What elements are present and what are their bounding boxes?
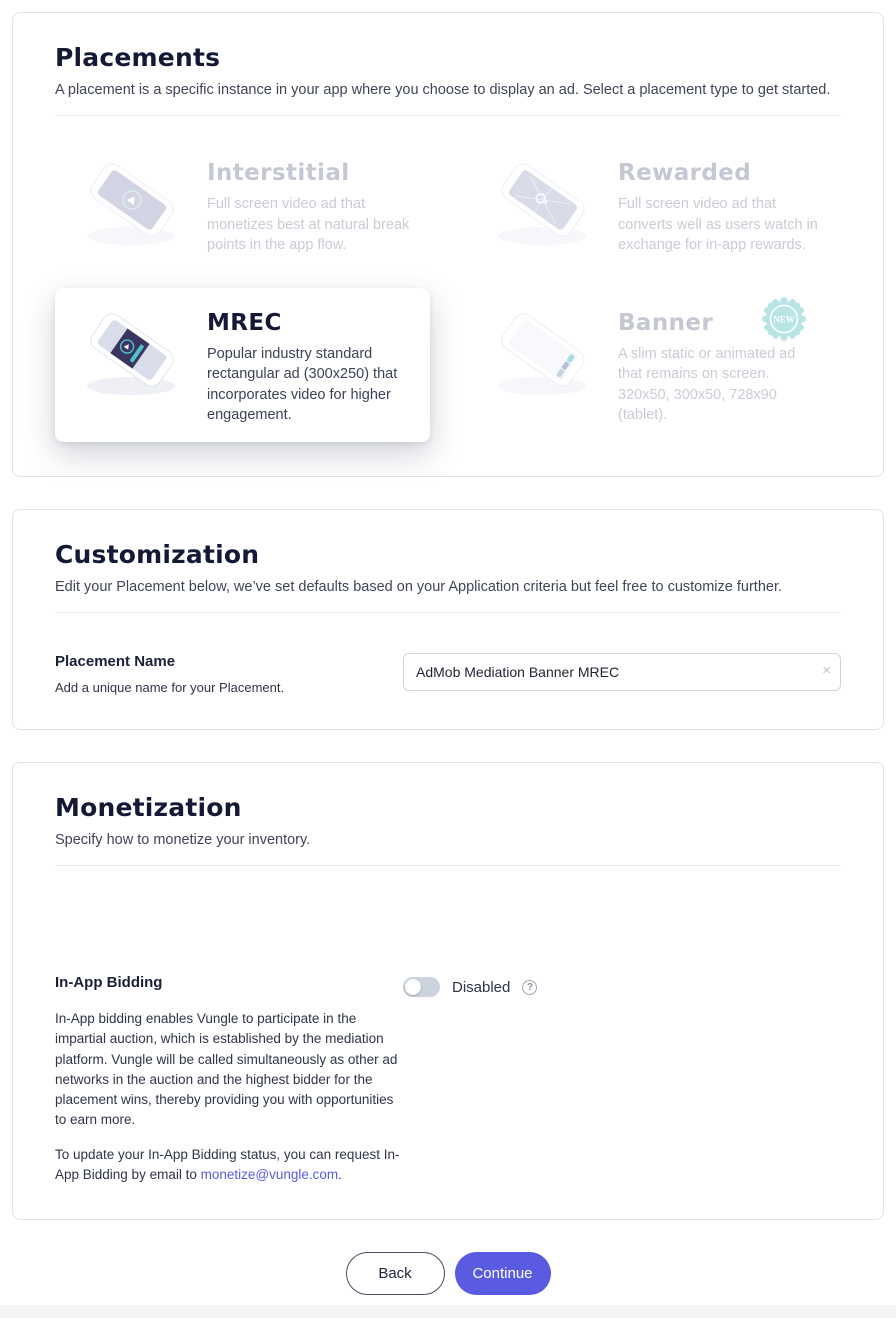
- interstitial-phone-icon: [73, 154, 191, 255]
- banner-phone-icon: [484, 304, 602, 405]
- in-app-bidding-control-col: [403, 976, 537, 998]
- tile-desc-mrec: Popular industry standard rectangular ad (300x250) that incorporates video for higher engagement.: [207, 345, 398, 424]
- placement-name-helper: Add a unique name for your Placement.: [55, 680, 285, 696]
- bottom-strip: [0, 1305, 896, 1318]
- in-app-bidding-update-note: [55, 1145, 400, 1186]
- customization-subtitle: Edit your Placement below, we’ve set defaults based on your Application criteria but feel free to customize further.: [55, 579, 783, 596]
- placement-tile-mrec[interactable]: [55, 288, 430, 442]
- tile-title-mrec: MREC: [207, 309, 282, 336]
- placement-tile-banner[interactable]: [466, 288, 841, 442]
- customization-title: Customization: [55, 540, 260, 570]
- monetize-email-link[interactable]: monetize@vungle.com: [200, 1166, 339, 1182]
- customization-divider: [55, 612, 841, 613]
- placement-name-input-wrap: [403, 653, 841, 695]
- placement-type-grid: [55, 138, 841, 442]
- in-app-bidding-label: In-App Bidding: [55, 974, 163, 992]
- placements-card: [12, 12, 884, 477]
- svg-text:NEW: NEW: [773, 314, 795, 325]
- placement-name-label-col: [55, 653, 403, 695]
- placements-divider: [55, 115, 841, 116]
- placement-name-label: Placement Name: [55, 653, 176, 671]
- monetization-card: [12, 762, 884, 1220]
- tile-text: [207, 304, 412, 426]
- update-note-prefix: To update your In-App Bidding status, you can request In-App Bidding by email to: [55, 1146, 400, 1182]
- placements-title: Placements: [55, 43, 221, 72]
- placement-tile-rewarded[interactable]: [466, 138, 841, 272]
- placement-name-row: [55, 653, 841, 695]
- clear-input-icon[interactable]: ×: [822, 662, 831, 680]
- monetization-title: Monetization: [55, 793, 242, 823]
- tile-desc-rewarded: Full screen video ad that converts well as users watch in exchange for in-app rewards.: [618, 196, 818, 254]
- in-app-bidding-state: Disabled: [452, 978, 511, 996]
- placements-subtitle: A placement is a specific instance in your app where you choose to display an ad. Select a placement type to get started.: [55, 82, 831, 98]
- tile-title-rewarded: Rewarded: [618, 160, 752, 186]
- tile-text: [618, 154, 823, 256]
- customization-card: [12, 509, 884, 730]
- rewarded-phone-icon: [484, 154, 602, 255]
- in-app-bidding-toggle[interactable]: [403, 977, 440, 997]
- back-button[interactable]: Back: [346, 1252, 445, 1295]
- tile-title-interstitial: Interstitial: [207, 160, 350, 186]
- placement-name-input[interactable]: [403, 653, 841, 691]
- tile-desc-banner: A slim static or animated ad that remains on screen. 320x50, 300x50, 728x90 (tablet).: [618, 345, 796, 424]
- placement-tile-interstitial[interactable]: [55, 138, 430, 272]
- in-app-bidding-row: [55, 974, 841, 1185]
- new-badge-icon: [761, 296, 807, 342]
- tile-title-banner: Banner: [618, 309, 714, 336]
- footer-actions: [0, 1252, 896, 1295]
- monetization-subtitle: Specify how to monetize your inventory.: [55, 832, 311, 849]
- tile-desc-interstitial: Full screen video ad that monetizes best at natural break points in the app flow.: [207, 196, 410, 254]
- update-note-suffix: .: [338, 1166, 342, 1182]
- continue-button[interactable]: Continue: [455, 1252, 551, 1295]
- tile-text: [207, 154, 412, 256]
- monetization-divider: [55, 865, 841, 866]
- in-app-bidding-text-col: [55, 974, 403, 1185]
- toggle-knob: [405, 979, 421, 995]
- in-app-bidding-description: In-App bidding enables Vungle to participate in the impartial auction, which is established by the mediation platform. Vungle will be called simultaneously as other ad networks in the auction and the highest bidder for the placement wins, thereby providing you with opportunities to earn more.: [55, 1011, 398, 1128]
- help-icon[interactable]: ?: [522, 980, 537, 995]
- mrec-phone-icon: [73, 304, 191, 405]
